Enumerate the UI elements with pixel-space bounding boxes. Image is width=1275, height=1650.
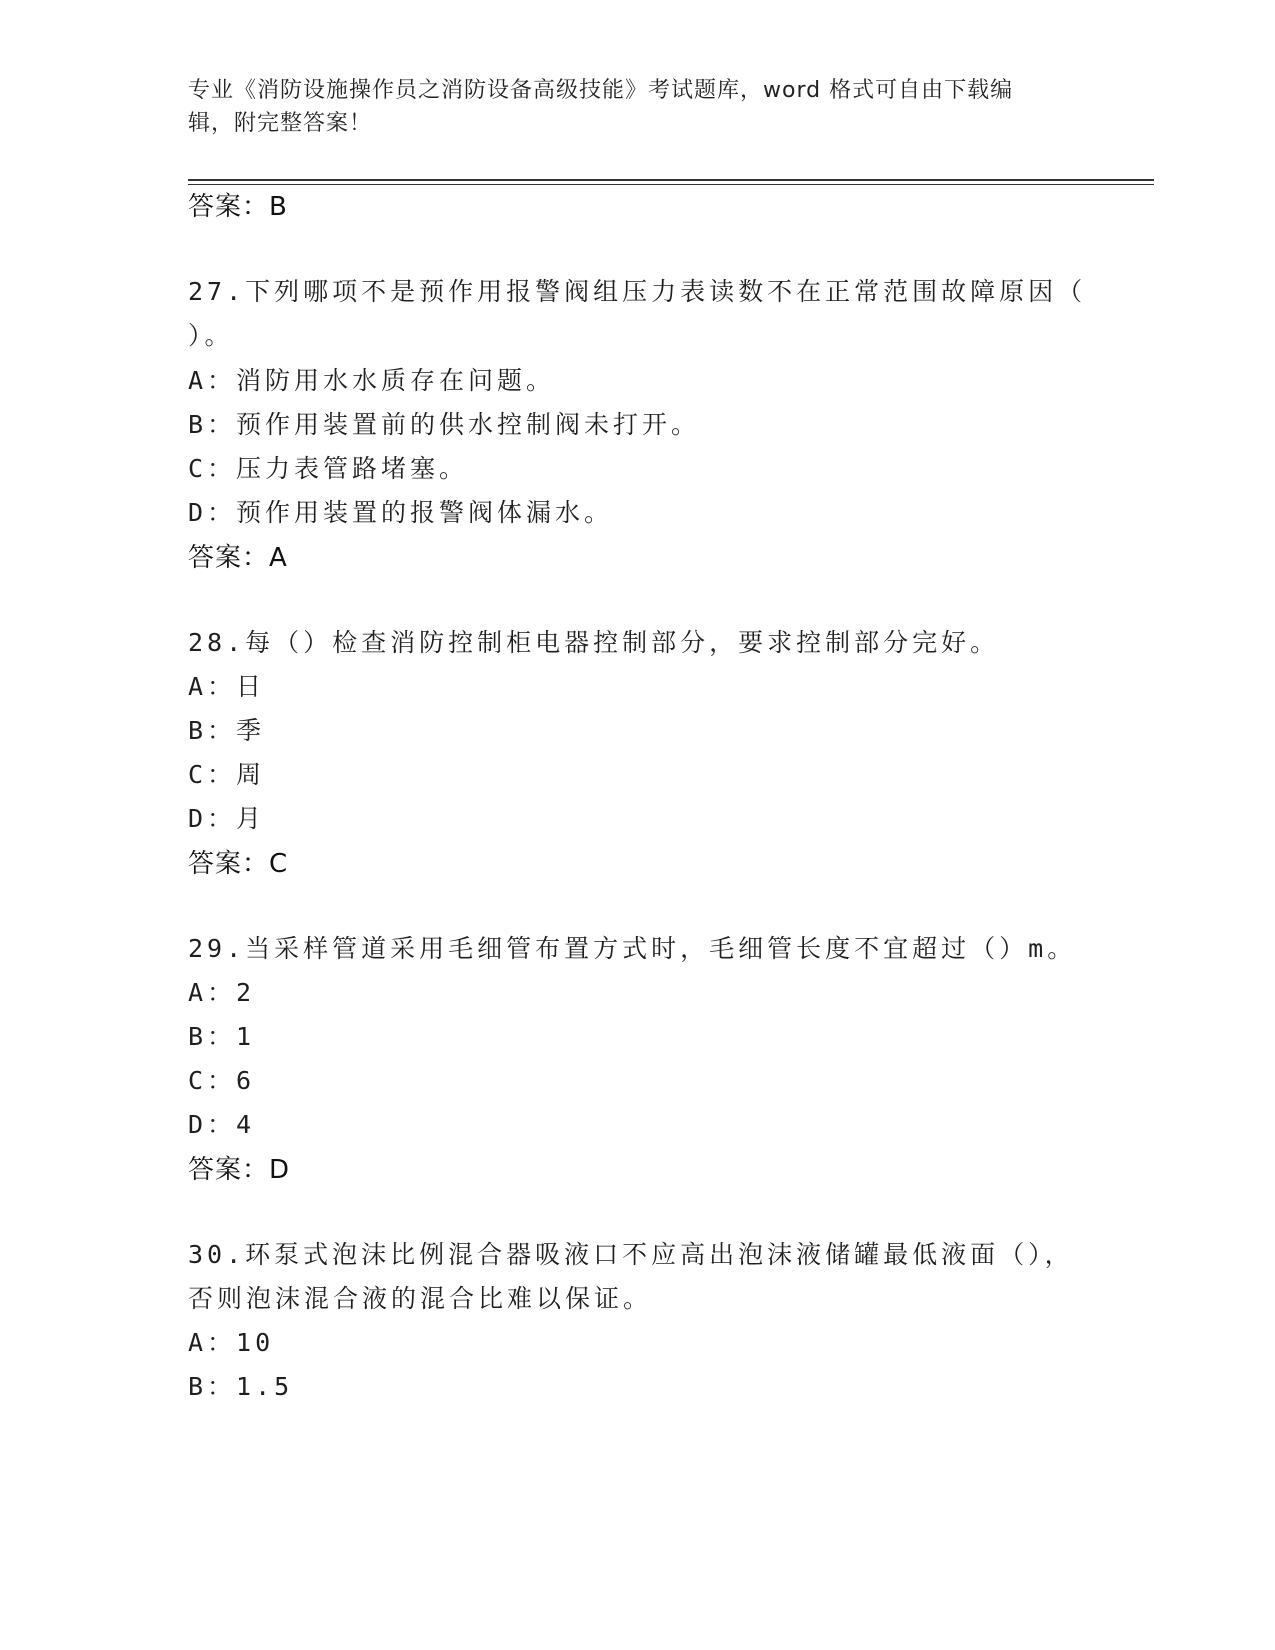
question-28-option-b: B：季 [188,716,266,745]
question-30-stem-line-1: 30.环泵式泡沫比例混合器吸液口不应高出泡沫液储罐最低液面（）， [188,1240,1074,1269]
question-29-answer: 答案：D [188,1155,291,1185]
question-27-stem-line-1: 27.下列哪项不是预作用报警阀组压力表读数不在正常范围故障原因（ [188,277,1087,306]
question-28-stem-line-1: 28.每（）检查消防控制柜电器控制部分，要求控制部分完好。 [188,628,1000,657]
question-29-stem-line-1: 29.当采样管道采用毛细管布置方式时，毛细管长度不宜超过（）m。 [188,934,1077,963]
question-27-option-c: C：压力表管路堵塞。 [188,454,469,483]
header-line-2: 辑，附完整答案！ [188,111,373,136]
question-27-option-b: B：预作用装置前的供水控制阀未打开。 [188,410,701,439]
question-28-answer: 答案：C [188,849,289,879]
question-29-option-c: C：6 [188,1066,256,1095]
page-header [188,74,1068,140]
question-29-option-d: D：4 [188,1110,256,1139]
question-28-option-a: A：日 [188,672,266,701]
question-27-stem-line-2: ）。 [188,321,234,350]
question-27-answer: 答案：A [188,543,288,573]
question-27-option-d: D：预作用装置的报警阀体漏水。 [188,498,614,527]
question-30-stem-line-2: 否则泡沫混合液的混合比难以保证。 [188,1284,653,1313]
header-line-1: 专业《消防设施操作员之消防设备高级技能》考试题库，word 格式可自由下载编 [188,78,1014,103]
question-29-option-a: A：2 [188,978,256,1007]
question-29-option-b: B：1 [188,1022,256,1051]
previous-answer: 答案：B [188,192,288,222]
question-30-option-a: A：10 [188,1328,275,1357]
question-30-option-b: B：1.5 [188,1372,294,1401]
question-28-option-d: D：月 [188,804,266,833]
question-28-option-c: C：周 [188,760,266,789]
header-divider-thin [188,184,1154,185]
question-27-option-a: A：消防用水水质存在问题。 [188,366,556,395]
header-divider-thick [188,179,1154,181]
